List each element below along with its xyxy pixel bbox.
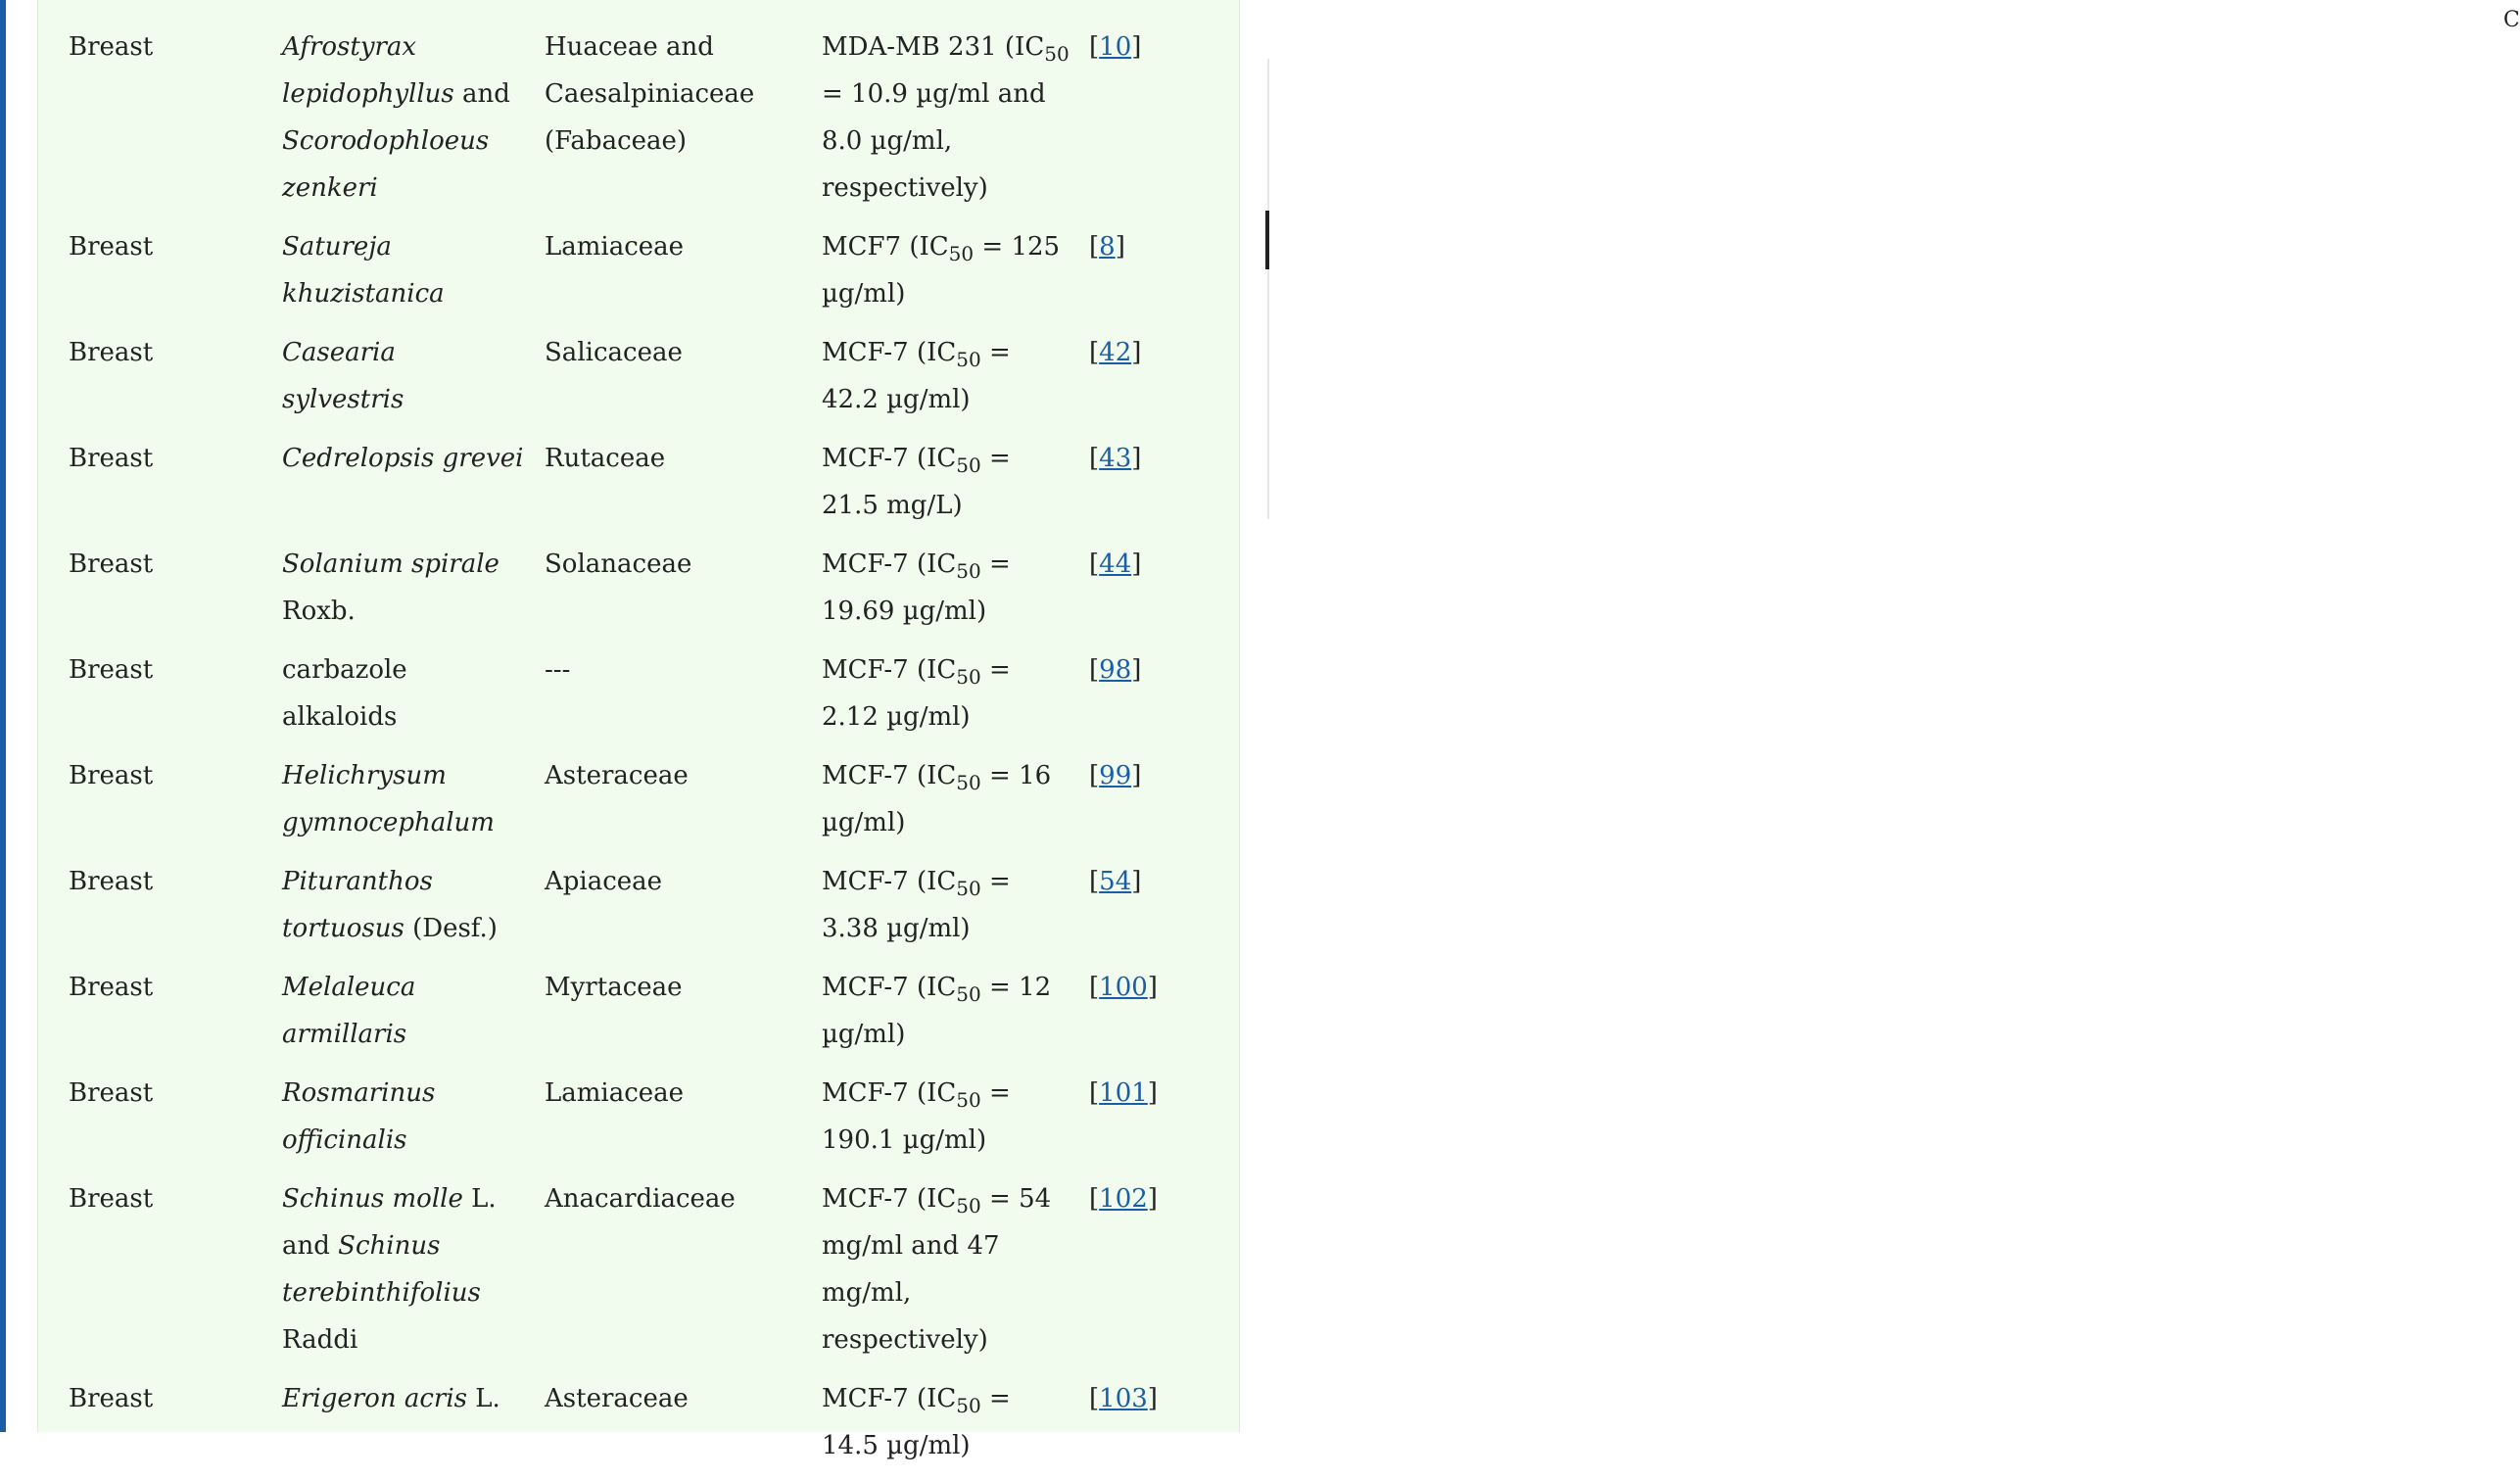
plant-family-cell: Huaceae and Caesalpiniaceae (Fabaceae) (545, 32, 755, 156)
table-row (59, 223, 1216, 329)
species-name: Scorodophloeus zenkeri (282, 126, 490, 203)
scrollbar-track[interactable] (1267, 59, 1269, 519)
cancer-site-cell: Breast (69, 32, 154, 62)
ref-bracket-close: ] (1131, 867, 1142, 896)
table-row (59, 1175, 1216, 1375)
reference-link-103[interactable]: 103 (1099, 1384, 1148, 1413)
plant-text: L. and (282, 1184, 497, 1261)
activity-cell (812, 223, 1079, 329)
activity-prefix: MCF-7 (IC (822, 761, 957, 790)
activity-cell (812, 1375, 1079, 1481)
reference-cell (1079, 1070, 1216, 1175)
activity-cell (812, 329, 1079, 435)
reference-link-101[interactable]: 101 (1099, 1078, 1148, 1108)
ref-bracket-open: [ (1089, 232, 1100, 262)
cancer-site-cell: Breast (69, 761, 154, 790)
table-row (59, 858, 1216, 964)
ref-bracket-close: ] (1147, 1184, 1158, 1214)
plant-family-cell: Rutaceae (545, 444, 666, 473)
reference-cell (1079, 646, 1216, 752)
plant-family-cell: Asteraceae (545, 1384, 689, 1413)
species-name: Schinus terebinthifolius (282, 1231, 481, 1308)
plant-family-cell: Apiaceae (545, 867, 663, 896)
table-row (59, 1070, 1216, 1175)
ref-bracket-close: ] (1147, 1078, 1158, 1108)
ref-bracket-open: [ (1089, 973, 1100, 1002)
activity-value: = 14.5 µg/ml) (822, 1384, 1011, 1460)
species-name: Schinus molle (282, 1184, 463, 1214)
species-name: Pituranthos tortuosus (282, 867, 433, 943)
plant-name-cell (272, 435, 535, 541)
ref-bracket-close: ] (1147, 1384, 1158, 1413)
reference-cell (1079, 752, 1216, 858)
activity-value: = 42.2 µg/ml) (822, 338, 1011, 414)
cancer-site-cell: Breast (69, 867, 154, 896)
ic50-subscript: 50 (956, 559, 981, 583)
activity-value: = 10.9 µg/ml and 8.0 µg/ml, respectively) (822, 79, 1046, 203)
ic50-subscript: 50 (956, 454, 981, 477)
ref-bracket-open: [ (1089, 549, 1100, 579)
table-row (59, 1375, 1216, 1481)
table-row (59, 646, 1216, 752)
ic50-subscript: 50 (956, 665, 981, 689)
activity-value: = 19.69 µg/ml) (822, 549, 1011, 626)
activity-prefix: MDA-MB 231 (IC (822, 32, 1045, 62)
plant-text: L. (467, 1384, 500, 1413)
species-name: Satureja khuzistanica (282, 232, 445, 309)
ref-bracket-open: [ (1089, 1384, 1100, 1413)
species-name: Melaleuca armillaris (282, 973, 416, 1049)
ic50-subscript: 50 (956, 1088, 981, 1112)
reference-cell (1079, 223, 1216, 329)
activity-prefix: MCF-7 (IC (822, 655, 957, 685)
ref-bracket-close: ] (1131, 549, 1142, 579)
ic50-subscript: 50 (956, 771, 981, 794)
ref-bracket-open: [ (1089, 1184, 1100, 1214)
reference-link-44[interactable]: 44 (1099, 549, 1132, 579)
activity-cell (812, 646, 1079, 752)
species-name: Helichrysum gymnocephalum (282, 761, 495, 837)
left-accent-rule (0, 0, 6, 1432)
activity-value: = 3.38 µg/ml) (822, 867, 1011, 943)
cancer-site-cell: Breast (69, 1384, 154, 1413)
reference-cell (1079, 1175, 1216, 1375)
reference-cell (1079, 541, 1216, 646)
plant-family-cell: Salicaceae (545, 338, 683, 367)
species-name: Casearia sylvestris (282, 338, 404, 414)
ref-bracket-close: ] (1147, 973, 1158, 1002)
activity-value: = 12 µg/ml) (822, 973, 1052, 1049)
activity-cell (812, 1070, 1079, 1175)
activity-prefix: MCF-7 (IC (822, 867, 957, 896)
activity-value: = 2.12 µg/ml) (822, 655, 1011, 732)
plant-text: Raddi (282, 1325, 358, 1355)
activity-value: = 54 mg/ml and 47 mg/ml, respectively) (822, 1184, 1052, 1355)
plant-family-cell: Lamiaceae (545, 232, 685, 262)
plant-family-cell: Lamiaceae (545, 1078, 685, 1108)
activity-prefix: MCF-7 (IC (822, 1078, 957, 1108)
cancer-site-cell: Breast (69, 444, 154, 473)
activity-cell (812, 858, 1079, 964)
reference-cell (1079, 858, 1216, 964)
cancer-site-cell: Breast (69, 1184, 154, 1214)
plant-family-cell: Anacardiaceae (545, 1184, 736, 1214)
cancer-site-cell: Breast (69, 549, 154, 579)
reference-cell (1079, 435, 1216, 541)
scrollbar-thumb[interactable] (1265, 211, 1269, 269)
ref-bracket-open: [ (1089, 867, 1100, 896)
reference-cell (1079, 1375, 1216, 1481)
cancer-site-cell: Breast (69, 1078, 154, 1108)
activity-prefix: MCF-7 (IC (822, 338, 957, 367)
activity-cell (812, 1175, 1079, 1375)
ic50-subscript: 50 (1044, 42, 1070, 66)
activity-prefix: MCF7 (IC (822, 232, 949, 262)
reference-link-43[interactable]: 43 (1099, 444, 1132, 473)
plant-family-cell: Asteraceae (545, 761, 689, 790)
plant-name-cell (272, 541, 535, 646)
activity-prefix: MCF-7 (IC (822, 444, 957, 473)
cancer-site-cell: Breast (69, 232, 154, 262)
table-row (59, 24, 1216, 223)
table-body (59, 24, 1216, 1481)
plant-text: (Desf.) (404, 914, 498, 943)
activity-prefix: MCF-7 (IC (822, 549, 957, 579)
plant-name-cell (272, 858, 535, 964)
cancer-site-cell: Breast (69, 655, 154, 685)
activity-prefix: MCF-7 (IC (822, 973, 957, 1002)
plant-name-cell (272, 223, 535, 329)
reference-cell (1079, 964, 1216, 1070)
plant-text: carbazole alkaloids (282, 655, 407, 732)
plant-text: Roxb. (282, 597, 356, 626)
activity-value: = 125 µg/ml) (822, 232, 1061, 309)
reference-cell (1079, 24, 1216, 223)
ic50-subscript: 50 (956, 348, 981, 371)
ref-bracket-open: [ (1089, 655, 1100, 685)
activity-value: = 21.5 mg/L) (822, 444, 1011, 520)
table-row (59, 541, 1216, 646)
plant-family-cell: Solanaceae (545, 549, 692, 579)
ref-bracket-close: ] (1131, 338, 1142, 367)
ref-bracket-open: [ (1089, 338, 1100, 367)
ref-bracket-close: ] (1115, 232, 1125, 262)
reference-link-8[interactable]: 8 (1099, 232, 1116, 262)
reference-link-10[interactable]: 10 (1099, 32, 1132, 62)
gutter-glyph: C (2503, 8, 2520, 32)
ref-bracket-open: [ (1089, 444, 1100, 473)
activity-cell (812, 752, 1079, 858)
species-name: Rosmarinus officinalis (282, 1078, 436, 1155)
ref-bracket-close: ] (1131, 761, 1142, 790)
ref-bracket-open: [ (1089, 32, 1100, 62)
plant-cytotoxicity-table (59, 24, 1216, 1481)
reference-link-102[interactable]: 102 (1099, 1184, 1148, 1214)
ref-bracket-open: [ (1089, 1078, 1100, 1108)
activity-prefix: MCF-7 (IC (822, 1384, 957, 1413)
reference-link-54[interactable]: 54 (1099, 867, 1132, 896)
activity-value: = 16 µg/ml) (822, 761, 1052, 837)
plant-name-cell (272, 24, 535, 223)
species-name: Solanium spirale (282, 549, 499, 579)
ic50-subscript: 50 (956, 1194, 981, 1218)
plant-name-cell (272, 646, 535, 752)
table-row (59, 329, 1216, 435)
ref-bracket-close: ] (1131, 655, 1142, 685)
plant-name-cell (272, 1175, 535, 1375)
species-name: Afrostyrax lepidophyllus (282, 32, 454, 109)
reference-link-100[interactable]: 100 (1099, 973, 1148, 1002)
reference-cell (1079, 329, 1216, 435)
table-row (59, 964, 1216, 1070)
plant-name-cell (272, 964, 535, 1070)
ic50-subscript: 50 (956, 877, 981, 900)
activity-value: = 190.1 µg/ml) (822, 1078, 1011, 1155)
ic50-subscript: 50 (948, 242, 975, 265)
ic50-subscript: 50 (956, 982, 981, 1006)
cancer-site-cell: Breast (69, 338, 154, 367)
plant-text: and (453, 79, 510, 109)
ref-bracket-close: ] (1131, 444, 1142, 473)
activity-cell (812, 24, 1079, 223)
species-name: Erigeron acris (282, 1384, 467, 1413)
reference-link-98[interactable]: 98 (1099, 655, 1132, 685)
plant-name-cell (272, 329, 535, 435)
reference-link-99[interactable]: 99 (1099, 761, 1132, 790)
plant-name-cell (272, 752, 535, 858)
reference-link-42[interactable]: 42 (1099, 338, 1132, 367)
plant-name-cell (272, 1375, 535, 1481)
ref-bracket-close: ] (1131, 32, 1142, 62)
activity-cell (812, 541, 1079, 646)
activity-prefix: MCF-7 (IC (822, 1184, 957, 1214)
table-row (59, 752, 1216, 858)
plant-name-cell (272, 1070, 535, 1175)
activity-cell (812, 964, 1079, 1070)
plant-family-cell: --- (545, 655, 571, 685)
species-name: Cedrelopsis grevei (282, 444, 524, 473)
activity-cell (812, 435, 1079, 541)
ref-bracket-open: [ (1089, 761, 1100, 790)
cancer-site-cell: Breast (69, 973, 154, 1002)
ic50-subscript: 50 (956, 1394, 981, 1417)
table-row (59, 435, 1216, 541)
plant-family-cell: Myrtaceae (545, 973, 683, 1002)
